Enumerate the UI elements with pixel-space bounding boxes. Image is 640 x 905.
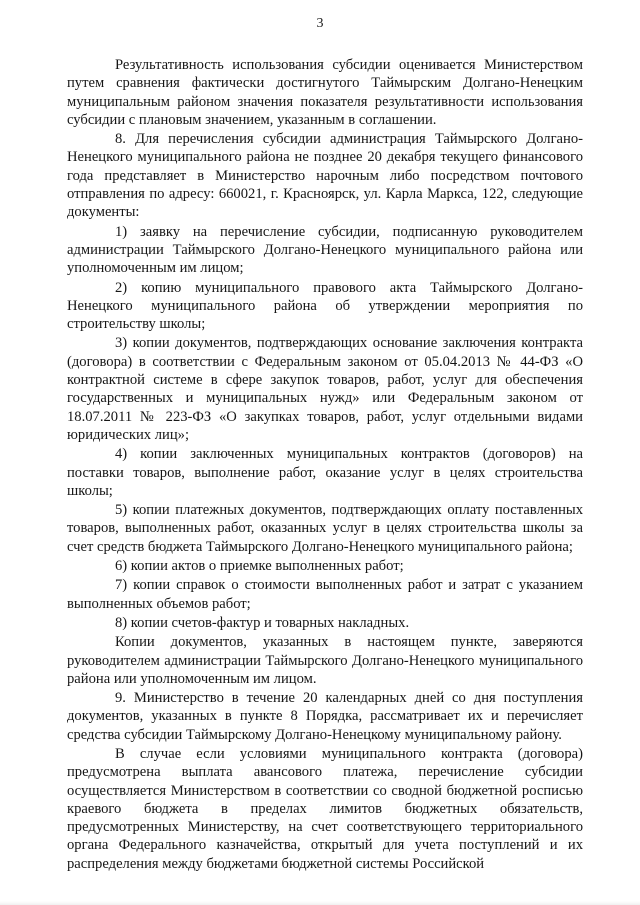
list-item-2: 2) копию муниципального правового акта Таймырского Долгано-Ненецкого муниципального района об утверждении мероприятия по строительству школы; [67,279,583,333]
list-item-7: 7) копии справок о стоимости выполненных работ и затрат с указанием выполненных объемов работ; [67,577,583,612]
list-item-5: 5) копии платежных документов, подтверждающих оплату поставленных товаров, выполненных работ, оказанных услуг в целях строительства школы за счет средств бюджета Таймырского Долгано-Ненецкого муниципального района; [67,502,583,555]
paragraph-item-8: 8. Для перечисления субсидии администрация Таймырского Долгано-Ненецкого муниципального района не позднее 20 декабря текущего финансового года представляет в Министерство нарочным либо посредством почтового отправления по адресу: 660021, г. Красноярск, ул. Карла Маркса, 122, следующие документы: [67,131,583,221]
document-body [67,56,583,873]
page-number: 3 [316,16,324,31]
paragraph-effectiveness: Результативность использования субсидии оценивается Министерством путем сравнения фактически достигнутого Таймырским Долгано-Ненецким муниципальным районом значения показателя результативности использования субсидии с плановым значением, указанным в соглашении. [67,57,583,128]
list-item-6: 6) копии актов о приемке выполненных работ; [115,558,404,575]
paragraph-item-9: 9. Министерство в течение 20 календарных дней со дня поступления документов, указанных в пункте 8 Порядка, рассматривает их и перечисляет средства субсидии Таймырскому Долгано-Ненецкому муниципальному району. [67,690,583,743]
list-item-1: 1) заявку на перечисление субсидии, подписанную руководителем администрации Таймырского Долгано-Ненецкого муниципального района или уполномоченным им лицом; [67,223,583,277]
paragraph-advance-payment: В случае если условиями муниципального контракта (договора) предусмотрена выплата авансового платежа, перечисление субсидии осуществляется Министерством в соответствии со сводной бюджетной росписью краевого бюджета в пределах лимитов бюджетных обязательств, предусмотренных Министерству, на счет соответствующего территориального органа Федерального казначейства, открытый для учета поступлений и их распределения между бюджетами бюджетной системы Российской [67,745,583,872]
list-item-4: 4) копии заключенных муниципальных контрактов (договоров) на поставки товаров, выполнение работ, оказание услуг в целях строительства школы; [67,446,583,499]
scan-edge [0,901,640,905]
list-item-8: 8) копии счетов-фактур и товарных накладных. [115,614,410,631]
list-item-3: 3) копии документов, подтверждающих основание заключения контракта (договора) в соответствии с Федеральным законом от 05.04.2013 № 44-ФЗ «О контрактной системе в сфере закупок товаров, работ, услуг для обеспечения государственных и муниципальных нужд» или Федеральным законом от 18.07.2011 № 223-ФЗ «О закупках товаров, работ, услуг отдельными видами юридических лиц»; [67,335,583,443]
paragraph-copies-certification: Копии документов, указанных в настоящем пункте, заверяются руководителем администрации Таймырского Долгано-Ненецкого муниципального района или уполномоченным им лицом. [67,634,583,687]
